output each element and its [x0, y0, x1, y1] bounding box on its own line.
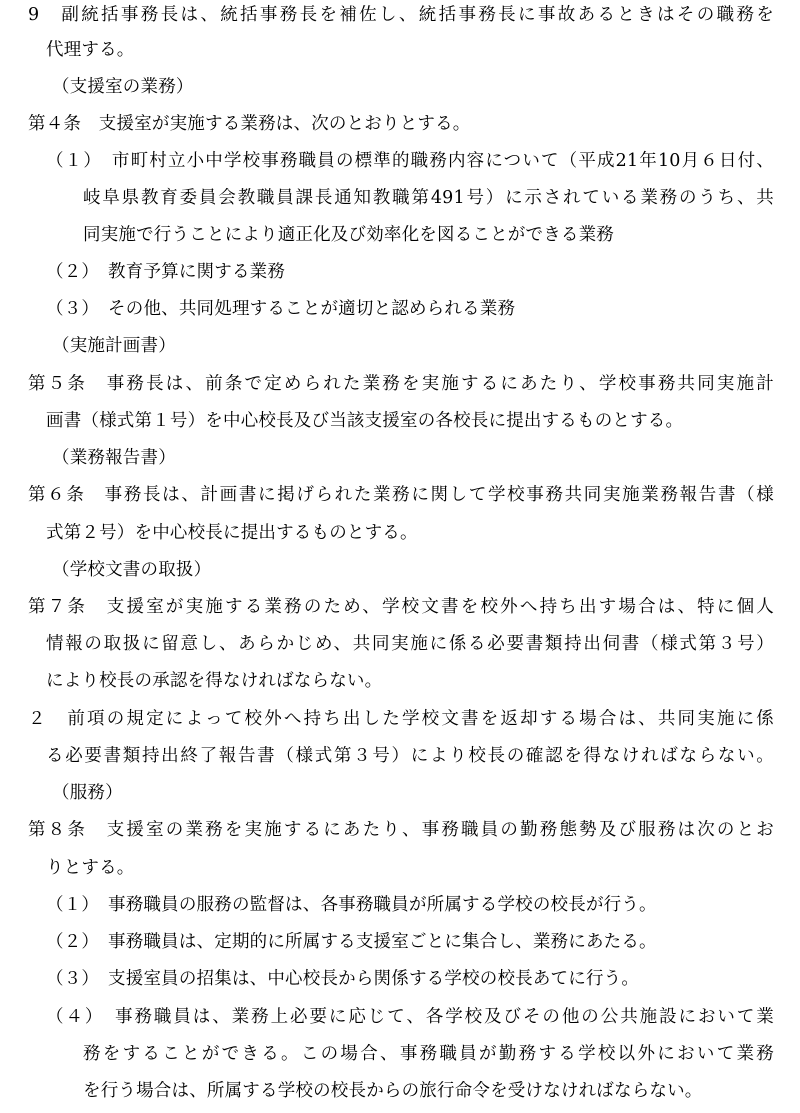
- article-8-item-3: （３） 支援室員の招集は、中心校長から関係する学校の校長あてに行う。: [46, 969, 640, 989]
- article-6-line-1: 第６条 事務長は、計画書に掲げられた業務に関して学校事務共同実施業務報告書（様: [28, 485, 774, 505]
- article-4-item-3: （３） その他、共同処理することが適切と認められる業務: [46, 299, 516, 319]
- article-8-line-2: りとする。: [46, 858, 135, 878]
- caption-school-documents: （学校文書の取扱）: [52, 560, 212, 580]
- caption-duty-report: （業務報告書）: [52, 448, 176, 468]
- article-7-para-2-line-2: る必要書類持出終了報告書（様式第３号）により校長の確認を得なければならない。: [46, 746, 774, 766]
- article-8-item-4-line-3: を行う場合は、所属する学校の校長からの旅行命令を受けなければならない。: [83, 1081, 703, 1101]
- article-4-item-1-line-3: 同実施で行うことにより適正化及び効率化を図ることができる業務: [83, 225, 614, 245]
- article-7-para-2-line-1: ２ 前項の規定によって校外へ持ち出した学校文書を返却する場合は、共同実施に係: [28, 709, 774, 729]
- caption-support-office-duties: （支援室の業務）: [52, 77, 194, 97]
- paragraph-9-line-1: 9 副統括事務長は、統括事務長を補佐し、統括事務長に事故あるときはその職務を: [28, 5, 774, 25]
- article-5-line-1: 第５条 事務長は、前条で定められた業務を実施するにあたり、学校事務共同実施計: [28, 374, 774, 394]
- caption-implementation-plan: （実施計画書）: [52, 336, 176, 356]
- article-4-item-1-line-1: （１） 市町村立小中学校事務職員の標準的職務内容について（平成21年10月６日付、: [46, 151, 774, 171]
- article-6-line-2: 式第２号）を中心校長に提出するものとする。: [46, 523, 418, 543]
- article-8-item-2: （２） 事務職員は、定期的に所属する支援室ごとに集合し、業務にあたる。: [46, 932, 657, 952]
- article-4-heading: 第４条 支援室が実施する業務は、次のとおりとする。: [28, 114, 471, 134]
- paragraph-9-line-2: 代理する。: [46, 40, 135, 60]
- article-8-item-4-line-2: 務をすることができる。この場合、事務職員が勤務する学校以外において業務: [83, 1044, 774, 1064]
- article-7-line-2: 情報の取扱に留意し、あらかじめ、共同実施に係る必要書類持出伺書（様式第３号）: [46, 634, 774, 654]
- article-7-line-1: 第７条 支援室が実施する業務のため、学校文書を校外へ持ち出す場合は、特に個人: [28, 597, 774, 617]
- article-8-item-4-line-1: （４） 事務職員は、業務上必要に応じて、各学校及びその他の公共施設において業: [46, 1007, 774, 1027]
- article-4-item-1-line-2: 岐阜県教育委員会教職員課長通知教職第491号）に示されている業務のうち、共: [83, 188, 774, 208]
- article-7-line-3: により校長の承認を得なければならない。: [46, 671, 383, 691]
- article-4-item-2: （２） 教育予算に関する業務: [46, 262, 286, 282]
- article-8-line-1: 第８条 支援室の業務を実施するにあたり、事務職員の勤務態勢及び服務は次のとお: [28, 820, 774, 840]
- article-8-item-1: （１） 事務職員の服務の監督は、各事務職員が所属する学校の校長が行う。: [46, 895, 657, 915]
- article-5-line-2: 画書（様式第１号）を中心校長及び当該支援室の各校長に提出するものとする。: [46, 411, 684, 431]
- caption-service: （服務）: [52, 783, 123, 803]
